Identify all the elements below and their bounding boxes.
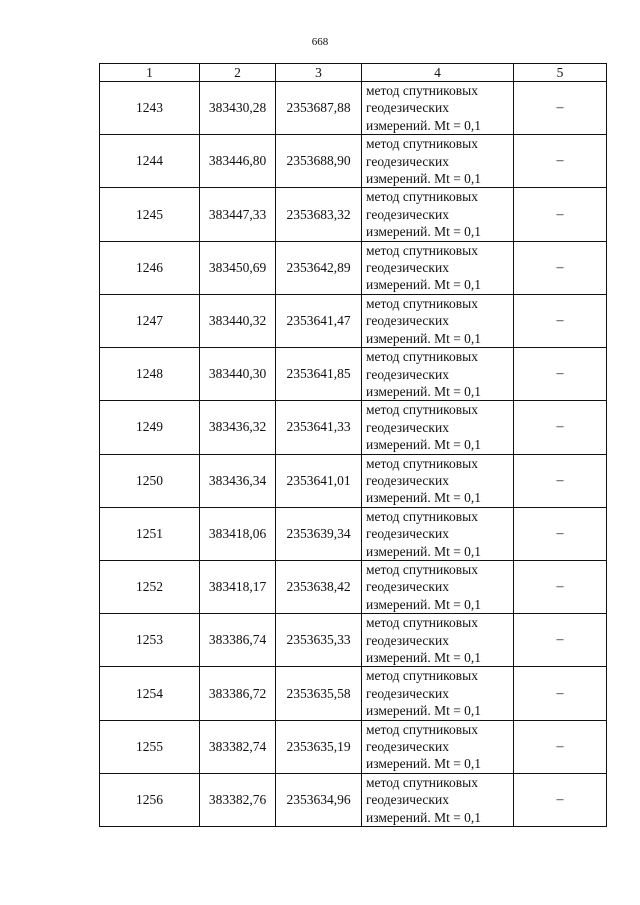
method-cell bbox=[362, 667, 514, 720]
point-number-cell: 1244 bbox=[100, 135, 200, 188]
x-coordinate-cell: 383436,34 bbox=[200, 454, 276, 507]
method-text-line: измерений. Mt = 0,1 bbox=[366, 650, 482, 665]
method-text-line: геодезических bbox=[366, 206, 449, 222]
y-coordinate-cell: 2353641,85 bbox=[276, 348, 362, 401]
point-number-cell: 1256 bbox=[100, 773, 200, 826]
method-text-line: геодезических bbox=[366, 260, 449, 276]
table-row bbox=[100, 188, 607, 241]
y-coordinate-cell: 2353638,42 bbox=[276, 560, 362, 613]
point-number-cell: 1243 bbox=[100, 82, 200, 135]
table-row bbox=[100, 507, 607, 560]
x-coordinate-cell: 383447,33 bbox=[200, 188, 276, 241]
table-row bbox=[100, 614, 607, 667]
method-text-line: измерений. Mt = 0,1 bbox=[366, 543, 482, 559]
note-cell: – bbox=[514, 82, 607, 135]
method-text-line: измерений. Mt = 0,1 bbox=[366, 277, 482, 293]
method-text-line: измерений. Mt = 0,1 bbox=[366, 117, 482, 133]
table-row bbox=[100, 401, 607, 454]
y-coordinate-cell: 2353641,33 bbox=[276, 401, 362, 454]
table-row bbox=[100, 560, 607, 613]
note-cell: – bbox=[514, 614, 607, 667]
method-text-line: геодезических bbox=[366, 153, 449, 169]
method-text-line: метод спутниковых bbox=[366, 295, 478, 311]
note-cell: – bbox=[514, 401, 607, 454]
method-text-line: метод спутниковых bbox=[366, 561, 478, 577]
note-cell: – bbox=[514, 135, 607, 188]
x-coordinate-cell: 383418,06 bbox=[200, 507, 276, 560]
x-coordinate-cell: 383450,69 bbox=[200, 241, 276, 294]
method-text-line: метод спутниковых bbox=[366, 721, 478, 737]
method-text-line: измерений. Mt = 0,1 bbox=[366, 490, 482, 506]
method-cell bbox=[362, 348, 514, 401]
method-cell bbox=[362, 720, 514, 773]
note-cell: – bbox=[514, 294, 607, 347]
method-cell bbox=[362, 401, 514, 454]
note-cell: – bbox=[514, 188, 607, 241]
point-number-cell: 1251 bbox=[100, 507, 200, 560]
method-text-line: метод спутниковых bbox=[366, 189, 478, 205]
method-text-line: измерений. Mt = 0,1 bbox=[366, 330, 482, 346]
table-row bbox=[100, 348, 607, 401]
method-cell bbox=[362, 773, 514, 826]
point-number-cell: 1245 bbox=[100, 188, 200, 241]
method-text-line: геодезических bbox=[366, 632, 449, 648]
header-col-5: 5 bbox=[514, 64, 607, 82]
x-coordinate-cell: 383436,32 bbox=[200, 401, 276, 454]
method-cell bbox=[362, 454, 514, 507]
x-coordinate-cell: 383430,28 bbox=[200, 82, 276, 135]
method-text-line: геодезических bbox=[366, 366, 449, 382]
method-text-line: измерений. Mt = 0,1 bbox=[366, 596, 482, 612]
x-coordinate-cell: 383386,72 bbox=[200, 667, 276, 720]
method-cell bbox=[362, 560, 514, 613]
method-text-line: геодезических bbox=[366, 685, 449, 701]
method-text-line: измерений. Mt = 0,1 bbox=[366, 809, 482, 825]
y-coordinate-cell: 2353683,32 bbox=[276, 188, 362, 241]
method-text-line: геодезических bbox=[366, 419, 449, 435]
x-coordinate-cell: 383446,80 bbox=[200, 135, 276, 188]
point-number-cell: 1252 bbox=[100, 560, 200, 613]
x-coordinate-cell: 383418,17 bbox=[200, 560, 276, 613]
method-text-line: метод спутниковых bbox=[366, 615, 478, 631]
method-text-line: метод спутниковых bbox=[366, 774, 478, 790]
method-cell bbox=[362, 82, 514, 135]
y-coordinate-cell: 2353642,89 bbox=[276, 241, 362, 294]
method-text-line: метод спутниковых bbox=[366, 83, 478, 98]
note-cell: – bbox=[514, 560, 607, 613]
method-cell bbox=[362, 507, 514, 560]
header-col-1: 1 bbox=[100, 64, 200, 82]
method-text-line: геодезических bbox=[366, 313, 449, 329]
point-number-cell: 1246 bbox=[100, 241, 200, 294]
y-coordinate-cell: 2353634,96 bbox=[276, 773, 362, 826]
method-text-line: геодезических bbox=[366, 100, 449, 116]
coordinates-table bbox=[99, 63, 607, 827]
y-coordinate-cell: 2353641,47 bbox=[276, 294, 362, 347]
note-cell: – bbox=[514, 773, 607, 826]
method-text-line: метод спутниковых bbox=[366, 242, 478, 258]
table-row bbox=[100, 720, 607, 773]
method-text-line: метод спутниковых bbox=[366, 349, 478, 365]
method-text-line: метод спутниковых bbox=[366, 136, 478, 152]
point-number-cell: 1247 bbox=[100, 294, 200, 347]
method-text-line: измерений. Mt = 0,1 bbox=[366, 437, 482, 453]
note-cell: – bbox=[514, 667, 607, 720]
point-number-cell: 1249 bbox=[100, 401, 200, 454]
y-coordinate-cell: 2353635,33 bbox=[276, 614, 362, 667]
method-text-line: измерений. Mt = 0,1 bbox=[366, 224, 482, 240]
x-coordinate-cell: 383386,74 bbox=[200, 614, 276, 667]
header-col-3: 3 bbox=[276, 64, 362, 82]
method-cell bbox=[362, 241, 514, 294]
point-number-cell: 1255 bbox=[100, 720, 200, 773]
note-cell: – bbox=[514, 454, 607, 507]
note-cell: – bbox=[514, 720, 607, 773]
y-coordinate-cell: 2353639,34 bbox=[276, 507, 362, 560]
method-text-line: геодезических bbox=[366, 472, 449, 488]
point-number-cell: 1250 bbox=[100, 454, 200, 507]
table-header bbox=[100, 64, 607, 82]
point-number-cell: 1254 bbox=[100, 667, 200, 720]
table-row bbox=[100, 667, 607, 720]
x-coordinate-cell: 383440,30 bbox=[200, 348, 276, 401]
x-coordinate-cell: 383382,74 bbox=[200, 720, 276, 773]
y-coordinate-cell: 2353635,58 bbox=[276, 667, 362, 720]
method-text-line: метод спутниковых bbox=[366, 455, 478, 471]
table-body bbox=[100, 82, 607, 827]
method-text-line: метод спутниковых bbox=[366, 402, 478, 418]
note-cell: – bbox=[514, 507, 607, 560]
table-row bbox=[100, 454, 607, 507]
table-row bbox=[100, 135, 607, 188]
x-coordinate-cell: 383440,32 bbox=[200, 294, 276, 347]
note-cell: – bbox=[514, 241, 607, 294]
method-text-line: геодезических bbox=[366, 579, 449, 595]
y-coordinate-cell: 2353641,01 bbox=[276, 454, 362, 507]
method-text-line: метод спутниковых bbox=[366, 668, 478, 684]
table-row bbox=[100, 241, 607, 294]
method-text-line: измерений. Mt = 0,1 bbox=[366, 383, 482, 399]
table-row bbox=[100, 773, 607, 826]
header-col-2: 2 bbox=[200, 64, 276, 82]
table-row bbox=[100, 82, 607, 135]
point-number-cell: 1248 bbox=[100, 348, 200, 401]
method-text-line: измерений. Mt = 0,1 bbox=[366, 171, 482, 187]
note-cell: – bbox=[514, 348, 607, 401]
header-row bbox=[100, 64, 607, 82]
method-cell bbox=[362, 135, 514, 188]
method-text-line: измерений. Mt = 0,1 bbox=[366, 756, 482, 772]
method-text-line: геодезических bbox=[366, 526, 449, 542]
method-text-line: геодезических bbox=[366, 792, 449, 808]
method-text-line: геодезических bbox=[366, 739, 449, 755]
method-cell bbox=[362, 614, 514, 667]
table-row bbox=[100, 294, 607, 347]
y-coordinate-cell: 2353688,90 bbox=[276, 135, 362, 188]
method-text-line: измерений. Mt = 0,1 bbox=[366, 703, 482, 719]
x-coordinate-cell: 383382,76 bbox=[200, 773, 276, 826]
point-number-cell: 1253 bbox=[100, 614, 200, 667]
header-col-4: 4 bbox=[362, 64, 514, 82]
method-cell bbox=[362, 188, 514, 241]
method-cell bbox=[362, 294, 514, 347]
page-number: 668 bbox=[311, 36, 329, 48]
y-coordinate-cell: 2353635,19 bbox=[276, 720, 362, 773]
method-text-line: метод спутниковых bbox=[366, 508, 478, 524]
y-coordinate-cell: 2353687,88 bbox=[276, 82, 362, 135]
